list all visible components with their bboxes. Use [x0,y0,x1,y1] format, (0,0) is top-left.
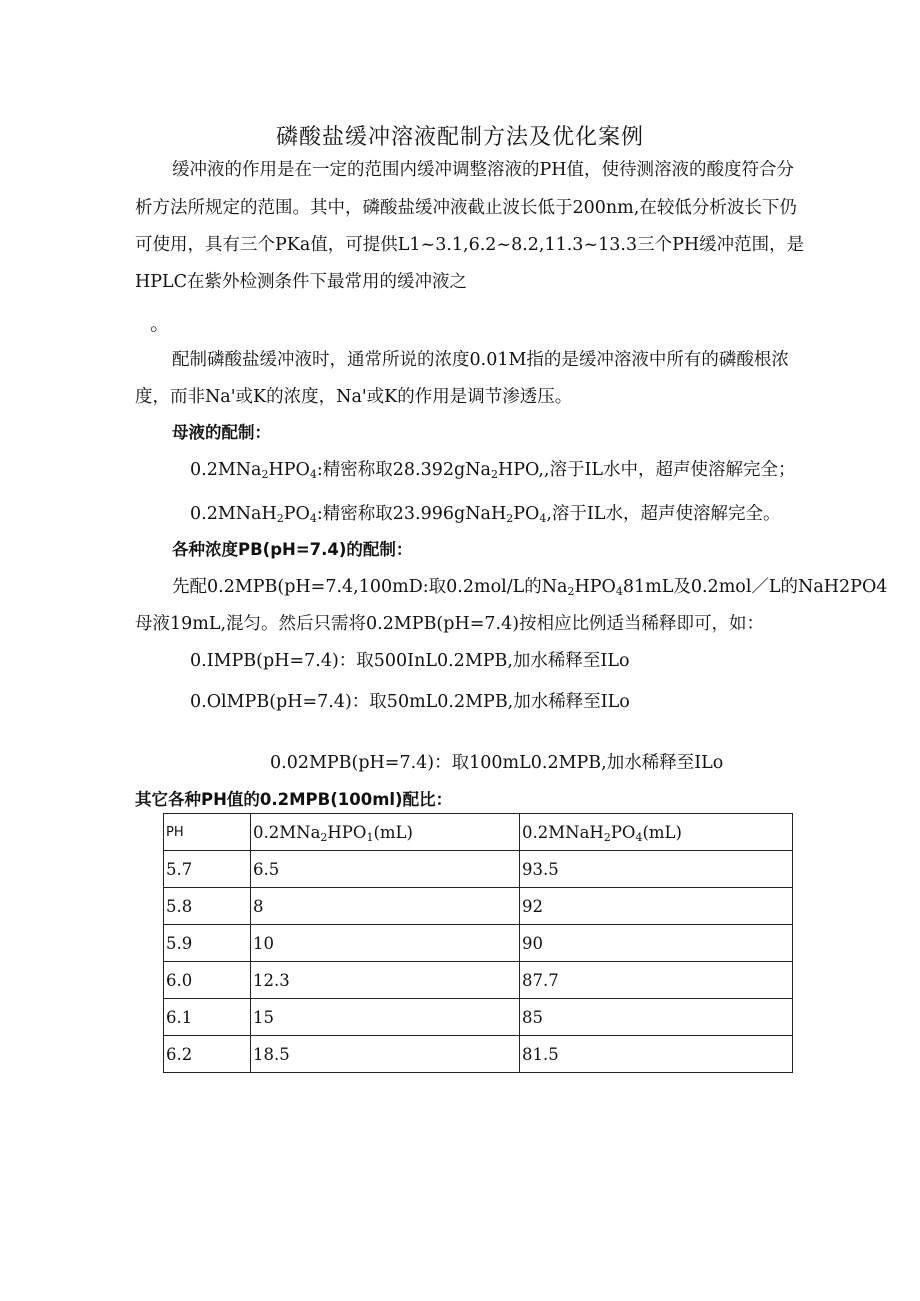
cell-nah2po4: 93.5 [520,851,793,888]
cell-na2hpo4: 15 [251,999,520,1036]
page-title: 磷酸盐缓冲溶液配制方法及优化案例 [275,125,644,150]
intro-line-1: 缓冲液的作用是在一定的范围内缓冲调整溶液的PH值，使待测溶液的酸度符合分 [172,160,795,180]
cell-ph: 6.1 [164,999,251,1036]
cell-nah2po4: 85 [520,999,793,1036]
dilution-example-3: 0.02MPB(pH=7.4)：取100mL0.2MPB,加水稀释至ILo [270,753,724,773]
cell-nah2po4: 92 [520,888,793,925]
intro-line-4: HPLC在紫外检测条件下最常用的缓冲液之 [135,272,468,292]
cell-ph: 5.8 [164,888,251,925]
header-nah2po4: $0.2MNaH_2PO_4(mL)$ [520,814,793,851]
cell-na2hpo4: 12.3 [251,962,520,999]
various-line-1: 先配0.2MPB(pH=7.4,100mD:取0.2mol/L的$Na_2HPO_481mL$及0.2mol／L的NaH2PO4 [172,577,888,598]
cell-nah2po4: 87.7 [520,962,793,999]
cell-nah2po4: 81.5 [520,1036,793,1073]
table-row [164,962,793,999]
stock-item-2: $0.2MNaH_2PO_4$:精密称取$23.996gNaH_2PO_4$,溶于IL水，超声使溶解完全。 [190,504,781,525]
header-na2hpo4: $0.2MNa_2HPO_1(mL)$ [251,814,520,851]
table-header-row [164,814,793,851]
dilution-example-1: 0.IMPB(pH=7.4)：取500InL0.2MPB,加水稀释至ILo [190,651,630,671]
stock-item-1: $0.2MNa_2HPO_4$:精密称取28.392gNa$_2$HPO,,溶于IL水中，超声使溶解完全； [190,460,796,481]
cell-ph: 5.9 [164,925,251,962]
table-row [164,888,793,925]
cell-na2hpo4: 10 [251,925,520,962]
para2-line-1: 配制磷酸盐缓冲液时，通常所说的浓度0.01M指的是缓冲溶液中所有的磷酸根浓 [172,350,789,370]
table-row [164,851,793,888]
cell-ph: 6.0 [164,962,251,999]
table-heading: 其它各种PH值的0.2MPB(100ml)配比： [135,790,453,809]
cell-na2hpo4: 8 [251,888,520,925]
table-row [164,925,793,962]
cell-nah2po4: 90 [520,925,793,962]
cell-ph: 6.2 [164,1036,251,1073]
table-row [164,1036,793,1073]
various-line-2: 母液19mL,混匀。然后只需将0.2MPB(pH=7.4)按相应比例适当稀释即可，如： [135,614,765,634]
header-ph: PH [164,814,251,851]
various-heading: 各种浓度PB(pH=7.4)的配制： [172,540,413,559]
para2-line-2: 度，而非Na'或K的浓度，Na'或K的作用是调节渗透压。 [135,387,573,407]
dilution-example-2: 0.OlMPB(pH=7.4)：取50mL0.2MPB,加水稀释至ILo [190,692,630,712]
cell-na2hpo4: 18.5 [251,1036,520,1073]
cell-ph: 5.7 [164,851,251,888]
intro-line-3: 可使用，具有三个PKa值，可提供L1~3.1,6.2~8.2,11.3~13.3三个PH缓冲范围，是 [135,235,805,255]
intro-line-2: 析方法所规定的范围。其中，磷酸盐缓冲液截止波长低于200nm,在较低分析波长下仍 [135,198,797,218]
intro-line-5: 。 [150,311,170,335]
ratio-table [163,813,793,1073]
cell-na2hpo4: 6.5 [251,851,520,888]
table-row [164,999,793,1036]
stock-heading: 母液的配制： [172,423,271,442]
